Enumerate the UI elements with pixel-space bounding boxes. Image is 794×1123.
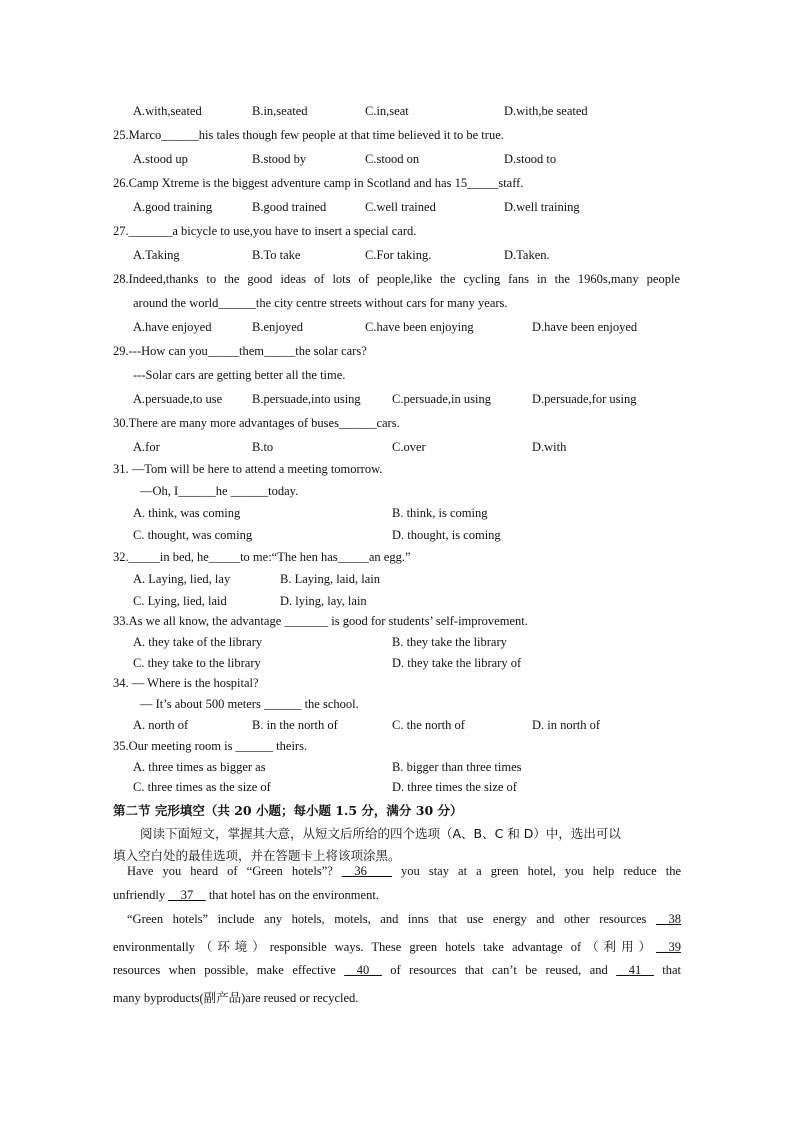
- q28-option-b: B.enjoyed: [252, 320, 304, 334]
- q24-option-d: D.with,be seated: [504, 104, 588, 118]
- q33-option-d: D. they take the library of: [392, 656, 522, 670]
- q29-option-a: A.persuade,to use: [133, 392, 223, 406]
- q30-option-d: D.with: [532, 440, 567, 454]
- q32-stem: 32._____in bed, he_____to me:“The hen has_____an egg.”: [113, 550, 411, 564]
- q28-option-c: C.have been enjoying: [365, 320, 474, 334]
- q30-option-a: A.for: [133, 440, 160, 454]
- q33-option-a: A. they take of the library: [133, 635, 263, 649]
- q27-option-d: D.Taken.: [504, 248, 550, 262]
- blank-41: __41__: [616, 963, 654, 977]
- q33-option-b: B. they take the library: [392, 635, 507, 649]
- q28-option-d: D.have been enjoyed: [532, 320, 638, 334]
- q35-option-d: D. three times the size of: [392, 780, 517, 794]
- passage-line2: unfriendly __37__ that hotel has on the environment.: [113, 888, 379, 902]
- q28-option-a: A.have enjoyed: [133, 320, 212, 334]
- q25-stem: 25.Marco______his tales though few people at that time believed it to be true.: [113, 128, 504, 142]
- q26-option-a: A.good training: [133, 200, 213, 214]
- q34-option-d: D. in north of: [532, 718, 601, 732]
- q31-stem-line2: —Oh, I______he ______today.: [140, 484, 299, 498]
- passage-line4: environmentally（环境）responsible ways. These green hotels take advantage of（利用）__39: [113, 940, 681, 954]
- q34-option-c: C. the north of: [392, 718, 465, 732]
- q25-option-d: D.stood to: [504, 152, 557, 166]
- blank-37: __37__: [168, 888, 206, 902]
- q35-stem: 35.Our meeting room is ______ theirs.: [113, 739, 308, 753]
- q35-option-a: A. three times as bigger as: [133, 760, 266, 774]
- q25-option-a: A.stood up: [133, 152, 188, 166]
- q29-option-b: B.persuade,into using: [252, 392, 361, 406]
- q30-option-b: B.to: [252, 440, 274, 454]
- q29-stem-line2: ---Solar cars are getting better all the time.: [133, 368, 346, 382]
- q28-stem-line2: around the world______the city centre streets without cars for many years.: [133, 296, 508, 310]
- q24-option-c: C.in,seat: [365, 104, 409, 118]
- passage-line1: Have you heard of “Green hotels”? __36____ you stay at a green hotel, you help reduce the: [127, 864, 681, 878]
- instructions-line2: 填入空白处的最佳选项，并在答题卡上将该项涂黑。: [113, 848, 401, 863]
- q25-option-b: B.stood by: [252, 152, 307, 166]
- q31-option-c: C. thought, was coming: [133, 528, 253, 542]
- q31-option-d: D. thought, is coming: [392, 528, 501, 542]
- passage-line3: “Green hotels” include any hotels, motels, and inns that use energy and other resources __38: [127, 912, 681, 926]
- blank-36: __36____: [341, 864, 392, 878]
- q29-stem-line1: 29.---How can you_____them_____the solar cars?: [113, 344, 367, 358]
- q26-option-d: D.well training: [504, 200, 580, 214]
- q29-option-c: C.persuade,in using: [392, 392, 491, 406]
- q33-option-c: C. they take to the library: [133, 656, 261, 670]
- q26-stem: 26.Camp Xtreme is the biggest adventure camp in Scotland and has 15_____staff.: [113, 176, 524, 190]
- q27-option-b: B.To take: [252, 248, 301, 262]
- q31-stem-line1: 31. —Tom will be here to attend a meeting tomorrow.: [113, 462, 383, 476]
- q32-option-b: B. Laying, laid, lain: [280, 572, 380, 586]
- q30-option-c: C.over: [392, 440, 426, 454]
- q32-option-d: D. lying, lay, lain: [280, 594, 367, 608]
- q35-option-b: B. bigger than three times: [392, 760, 522, 774]
- q24-option-b: B.in,seated: [252, 104, 308, 118]
- instructions-line1: 阅读下面短文，掌握其大意，从短文后所给的四个选项（A、B、C 和 D）中，选出可以: [140, 826, 621, 841]
- q24-option-a: A.with,seated: [133, 104, 202, 118]
- passage-line6: many byproducts(副产品)are reused or recycled.: [113, 991, 359, 1005]
- q34-option-b: B. in the north of: [252, 718, 338, 732]
- blank-38: __38: [656, 912, 681, 926]
- section-heading: 第二节 完形填空（共 20 小题；每小题 1.5 分，满分 30 分）: [113, 803, 463, 818]
- passage-line5: resources when possible, make effective __40__ of resources that can’t be reused, and __41__ that: [113, 963, 681, 977]
- q27-option-a: A.Taking: [133, 248, 180, 262]
- q28-stem-line1: 28.Indeed,thanks to the good ideas of lots of people,like the cycling fans in the 1960s,many people: [113, 272, 680, 286]
- q32-option-c: C. Lying, lied, laid: [133, 594, 227, 608]
- q30-stem: 30.There are many more advantages of buses______cars.: [113, 416, 400, 430]
- q35-option-c: C. three times as the size of: [133, 780, 271, 794]
- q31-option-a: A. think, was coming: [133, 506, 241, 520]
- q26-option-b: B.good trained: [252, 200, 327, 214]
- blank-39: __39: [656, 940, 681, 954]
- q26-option-c: C.well trained: [365, 200, 436, 214]
- q34-stem-line1: 34. — Where is the hospital?: [113, 676, 259, 690]
- q27-stem: 27._______a bicycle to use,you have to insert a special card.: [113, 224, 417, 238]
- q29-option-d: D.persuade,for using: [532, 392, 637, 406]
- q34-stem-line2: — It’s about 500 meters ______ the school.: [140, 697, 359, 711]
- q27-option-c: C.For taking.: [365, 248, 432, 262]
- q33-stem: 33.As we all know, the advantage _______ is good for students’ self-improvement.: [113, 614, 528, 628]
- q31-option-b: B. think, is coming: [392, 506, 488, 520]
- q25-option-c: C.stood on: [365, 152, 420, 166]
- blank-40: __40__: [344, 963, 382, 977]
- q34-option-a: A. north of: [133, 718, 189, 732]
- q32-option-a: A. Laying, lied, lay: [133, 572, 231, 586]
